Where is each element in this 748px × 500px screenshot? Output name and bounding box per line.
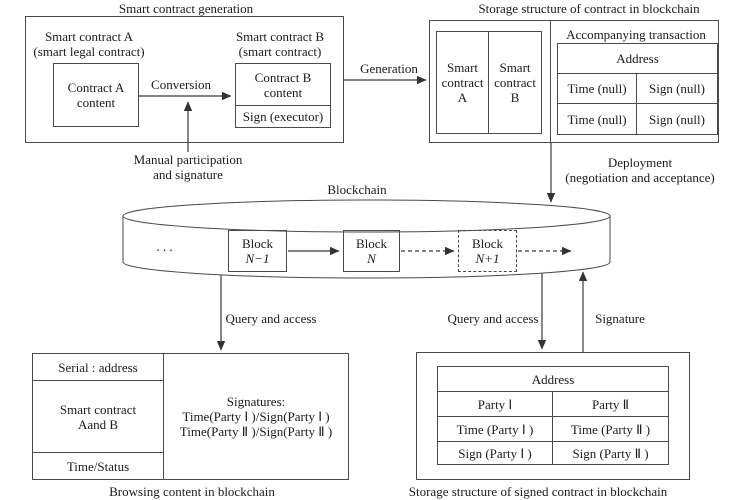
party-2-cell: Party Ⅱ — [553, 392, 668, 417]
storage-divider-line — [550, 20, 551, 143]
signatures-line2: Time(Party Ⅰ )/Sign(Party Ⅰ ) — [182, 409, 330, 424]
deployment-label — [565, 155, 714, 185]
smart-contract-a-label — [33, 29, 144, 59]
query-access-right-label: Query and access — [447, 311, 539, 326]
contract-a-content-line2: content — [76, 95, 116, 110]
storage-section-title: Storage structure of contract in blockchain — [478, 1, 700, 16]
signed-address-header-cell: Address — [438, 367, 668, 392]
block-n — [343, 230, 400, 272]
smart-contract-ab-line1: Smart contract — [59, 401, 137, 417]
browsing-caption: Browsing content in blockchain — [109, 484, 275, 499]
contract-b-sign-cell: Sign (executor) — [242, 109, 324, 124]
browsing-table — [32, 353, 349, 480]
block-label: Block — [241, 236, 274, 251]
deployment-line2: (negotiation and acceptance) — [565, 170, 715, 185]
conversion-label: Conversion — [151, 77, 211, 92]
contract-a-content-line1: Contract A — [67, 80, 125, 95]
manual-participation-line1: Manual participation — [133, 152, 243, 167]
stored-contracts-box — [436, 31, 542, 134]
time-null-cell-2: Time (null) — [558, 104, 637, 134]
time-status-cell: Time/Status — [33, 453, 164, 479]
manual-participation-label — [134, 152, 243, 182]
signed-caption: Storage structure of signed contract in blockchain — [408, 484, 668, 499]
generation-arrow-label: Generation — [360, 61, 418, 76]
sign-party-2-cell: Sign (Party Ⅱ ) — [572, 445, 649, 461]
block-label: Block — [471, 236, 504, 251]
blockchain-label: Blockchain — [327, 182, 387, 197]
time-null-cell-1: Time (null) — [558, 74, 637, 104]
smart-contract-ab-line2: Aand B — [77, 416, 119, 432]
block-number: N — [367, 251, 376, 266]
smart-contract-ab-cell — [33, 381, 164, 453]
query-access-left-label: Query and access — [225, 311, 317, 326]
smart-contract-a-label-line2: (smart legal contract) — [33, 44, 145, 59]
contract-a-content-box — [53, 63, 139, 127]
party-1-cell: Party Ⅰ — [438, 392, 553, 417]
address-header-cell: Address — [558, 44, 717, 74]
block-number: N+1 — [475, 251, 500, 266]
signatures-cell — [164, 354, 348, 479]
smart-contract-b-label-line1: Smart contract B — [235, 29, 325, 44]
sign-null-cell-2: Sign (null) — [649, 111, 705, 127]
contract-b-content-line1: Contract B — [254, 69, 312, 85]
contract-b-content-cell — [236, 64, 330, 106]
generation-section-title: Smart contract generation — [118, 1, 254, 16]
deployment-line1: Deployment — [607, 155, 673, 170]
smart-contract-b-label — [236, 29, 324, 59]
accompanying-transaction-table — [557, 43, 718, 135]
signatures-line3: Time(Party Ⅱ )/Sign(Party Ⅱ ) — [179, 424, 333, 439]
stored-contract-b-cell: Smart contract B — [494, 60, 536, 105]
block-label: Block — [355, 236, 388, 251]
block-number: N−1 — [245, 251, 270, 266]
signed-contract-table — [437, 366, 669, 465]
time-party-1-cell: Time (Party Ⅰ ) — [438, 417, 553, 442]
smart-contract-a-label-line1: Smart contract A — [44, 29, 134, 44]
block-n-minus-1 — [228, 230, 287, 272]
accompanying-transaction-label: Accompanying transaction — [566, 27, 706, 42]
contract-b-box — [235, 63, 331, 128]
smart-contract-b-label-line2: (smart contract) — [238, 44, 322, 59]
signatures-line1: Signatures: — [226, 394, 286, 409]
stored-contract-a-cell: Smart contract A — [437, 32, 489, 133]
sign-null-cell-1: Sign (null) — [637, 74, 717, 104]
signature-label: Signature — [595, 311, 645, 326]
serial-address-cell: Serial : address — [33, 354, 164, 381]
contract-b-content-line2: content — [263, 84, 303, 100]
block-n-plus-1 — [458, 230, 517, 272]
sign-party-1-cell: Sign (Party Ⅰ ) — [438, 442, 553, 464]
time-party-2-cell: Time (Party Ⅱ ) — [553, 417, 668, 442]
blockchain-ellipsis: ... — [156, 240, 176, 255]
manual-participation-line2: and signature — [153, 167, 223, 182]
